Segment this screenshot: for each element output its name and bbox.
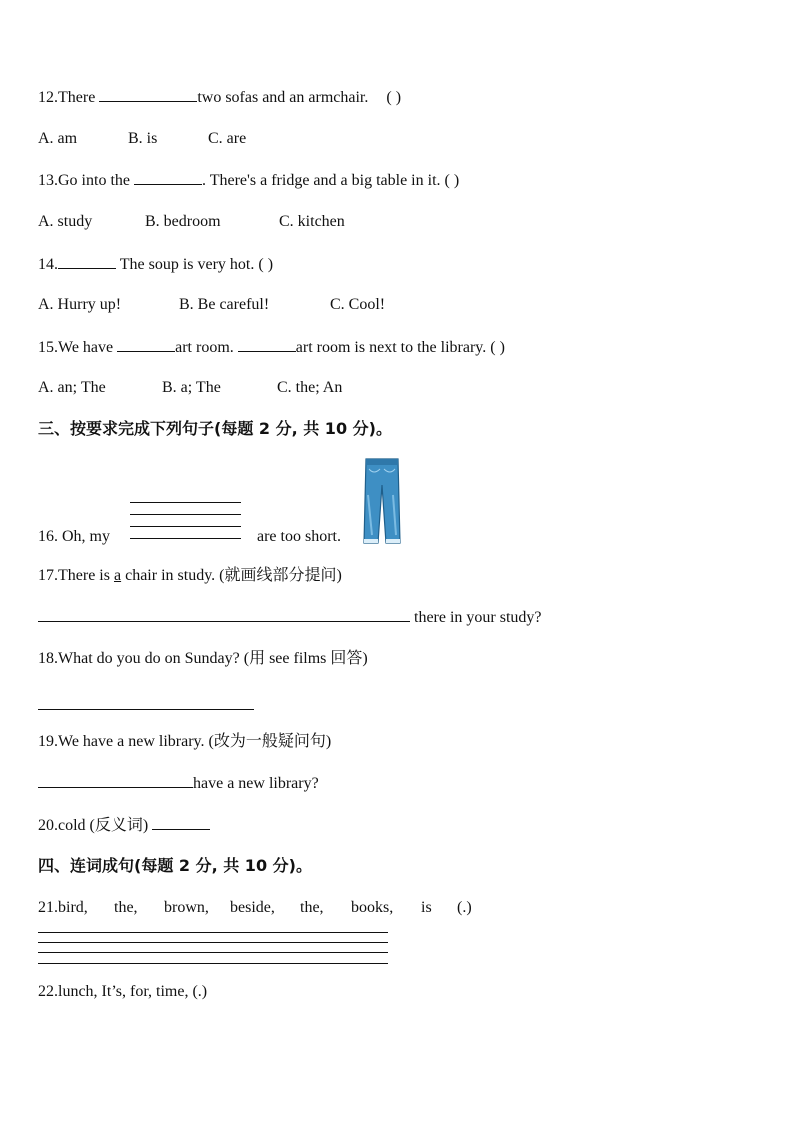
- answer-blank[interactable]: [99, 87, 197, 102]
- question-16-end: [257, 527, 341, 547]
- instruction: (反义词): [89, 817, 149, 834]
- question-text: lunch, It’s, for, time, (.): [58, 983, 208, 1000]
- question-text: What do you do on Sunday?: [58, 650, 240, 667]
- option-c[interactable]: C. Cool!: [330, 296, 386, 313]
- answer-text: there in your study?: [414, 609, 542, 626]
- question-text: are too short.: [257, 528, 341, 545]
- instruction: (就画线部分提问): [219, 567, 342, 584]
- answer-blank[interactable]: [58, 254, 116, 269]
- question-15: [38, 337, 505, 358]
- answer-blank[interactable]: [117, 337, 175, 352]
- answer-line[interactable]: [130, 526, 241, 527]
- answer-line[interactable]: [38, 942, 388, 943]
- question-18: [38, 649, 368, 669]
- word: the,: [114, 899, 138, 916]
- question-number: 21.: [38, 899, 58, 916]
- options-14: [38, 295, 385, 315]
- answer-blank[interactable]: [38, 773, 193, 788]
- word: is: [421, 899, 432, 916]
- question-number: 15.: [38, 339, 58, 356]
- question-20: [38, 815, 210, 836]
- word: books,: [351, 899, 394, 916]
- word: brown,: [164, 899, 209, 916]
- answer-line[interactable]: [130, 502, 241, 503]
- question-number: 18.: [38, 650, 58, 667]
- option-c[interactable]: C. kitchen: [279, 213, 345, 230]
- option-a[interactable]: A. Hurry up!: [38, 296, 122, 313]
- instruction: (用 see films 回答): [243, 650, 368, 667]
- answer-blank[interactable]: [134, 170, 202, 185]
- question-text: There: [58, 89, 100, 106]
- option-a[interactable]: A. am: [38, 130, 78, 147]
- question-19: [38, 732, 331, 752]
- question-number: 17.: [38, 567, 58, 584]
- instruction: (改为一般疑问句): [208, 733, 332, 750]
- question-22: [38, 982, 207, 1002]
- answer-line[interactable]: [38, 952, 388, 953]
- jeans-icon: [360, 455, 404, 545]
- option-c[interactable]: C. are: [208, 130, 247, 147]
- options-15: [38, 378, 342, 398]
- question-13: [38, 170, 459, 191]
- option-a[interactable]: A. an; The: [38, 379, 106, 396]
- answer-17: [38, 607, 542, 628]
- question-number: 16.: [38, 528, 58, 545]
- answer-line[interactable]: [38, 932, 388, 933]
- question-number: 13.: [38, 172, 58, 189]
- question-text: two sofas and an armchair.: [197, 89, 369, 106]
- word: beside,: [230, 899, 275, 916]
- answer-19: [38, 773, 319, 794]
- option-b[interactable]: B. Be careful!: [179, 296, 270, 313]
- question-text: We have: [58, 339, 118, 356]
- answer-blank[interactable]: [152, 815, 210, 830]
- question-16: [38, 527, 110, 547]
- question-17: [38, 566, 342, 586]
- option-b[interactable]: B. is: [128, 130, 158, 147]
- option-a[interactable]: A. study: [38, 213, 93, 230]
- question-text: We have a new library.: [58, 733, 205, 750]
- word: the,: [300, 899, 324, 916]
- question-text: The soup is very hot.: [116, 256, 255, 273]
- answer-line[interactable]: [38, 963, 388, 964]
- word: bird,: [58, 899, 88, 916]
- question-text: chair in study.: [121, 567, 216, 584]
- question-text: Go into the: [58, 172, 134, 189]
- answer-blank[interactable]: [238, 337, 296, 352]
- section-heading: 三、按要求完成下列句子(每题 2 分, 共 10 分)。: [38, 419, 392, 438]
- question-number: 22.: [38, 983, 58, 1000]
- question-text: . There's a fridge and a big table in it.: [202, 172, 441, 189]
- question-number: 19.: [38, 733, 58, 750]
- options-13: [38, 212, 345, 232]
- answer-line[interactable]: [130, 538, 241, 539]
- question-number: 14.: [38, 256, 58, 273]
- option-b[interactable]: B. a; The: [162, 379, 221, 396]
- answer-blank[interactable]: [38, 607, 410, 622]
- answer-parentheses[interactable]: ( ): [444, 172, 460, 189]
- question-number: 12.: [38, 89, 58, 106]
- answer-parentheses[interactable]: ( ): [386, 89, 402, 106]
- answer-text: have a new library?: [193, 775, 319, 792]
- question-text: cold: [58, 817, 86, 834]
- answer-line[interactable]: [130, 514, 241, 515]
- section-heading: 四、连词成句(每题 2 分, 共 10 分)。: [38, 856, 312, 875]
- word: (.): [457, 899, 472, 916]
- question-number: 20.: [38, 817, 58, 834]
- option-c[interactable]: C. the; An: [277, 379, 343, 396]
- question-text: art room is next to the library.: [295, 339, 487, 356]
- answer-line[interactable]: [38, 709, 254, 710]
- question-21: [38, 898, 472, 918]
- answer-parentheses[interactable]: ( ): [258, 256, 274, 273]
- question-12: [38, 87, 401, 108]
- option-b[interactable]: B. bedroom: [145, 213, 221, 230]
- question-text: Oh, my: [58, 528, 110, 545]
- question-14: [38, 254, 273, 275]
- answer-parentheses[interactable]: ( ): [490, 339, 505, 356]
- question-text: art room.: [175, 339, 238, 356]
- options-12: [38, 129, 246, 149]
- underlined-word: a: [113, 567, 122, 584]
- question-text: There is: [58, 567, 114, 584]
